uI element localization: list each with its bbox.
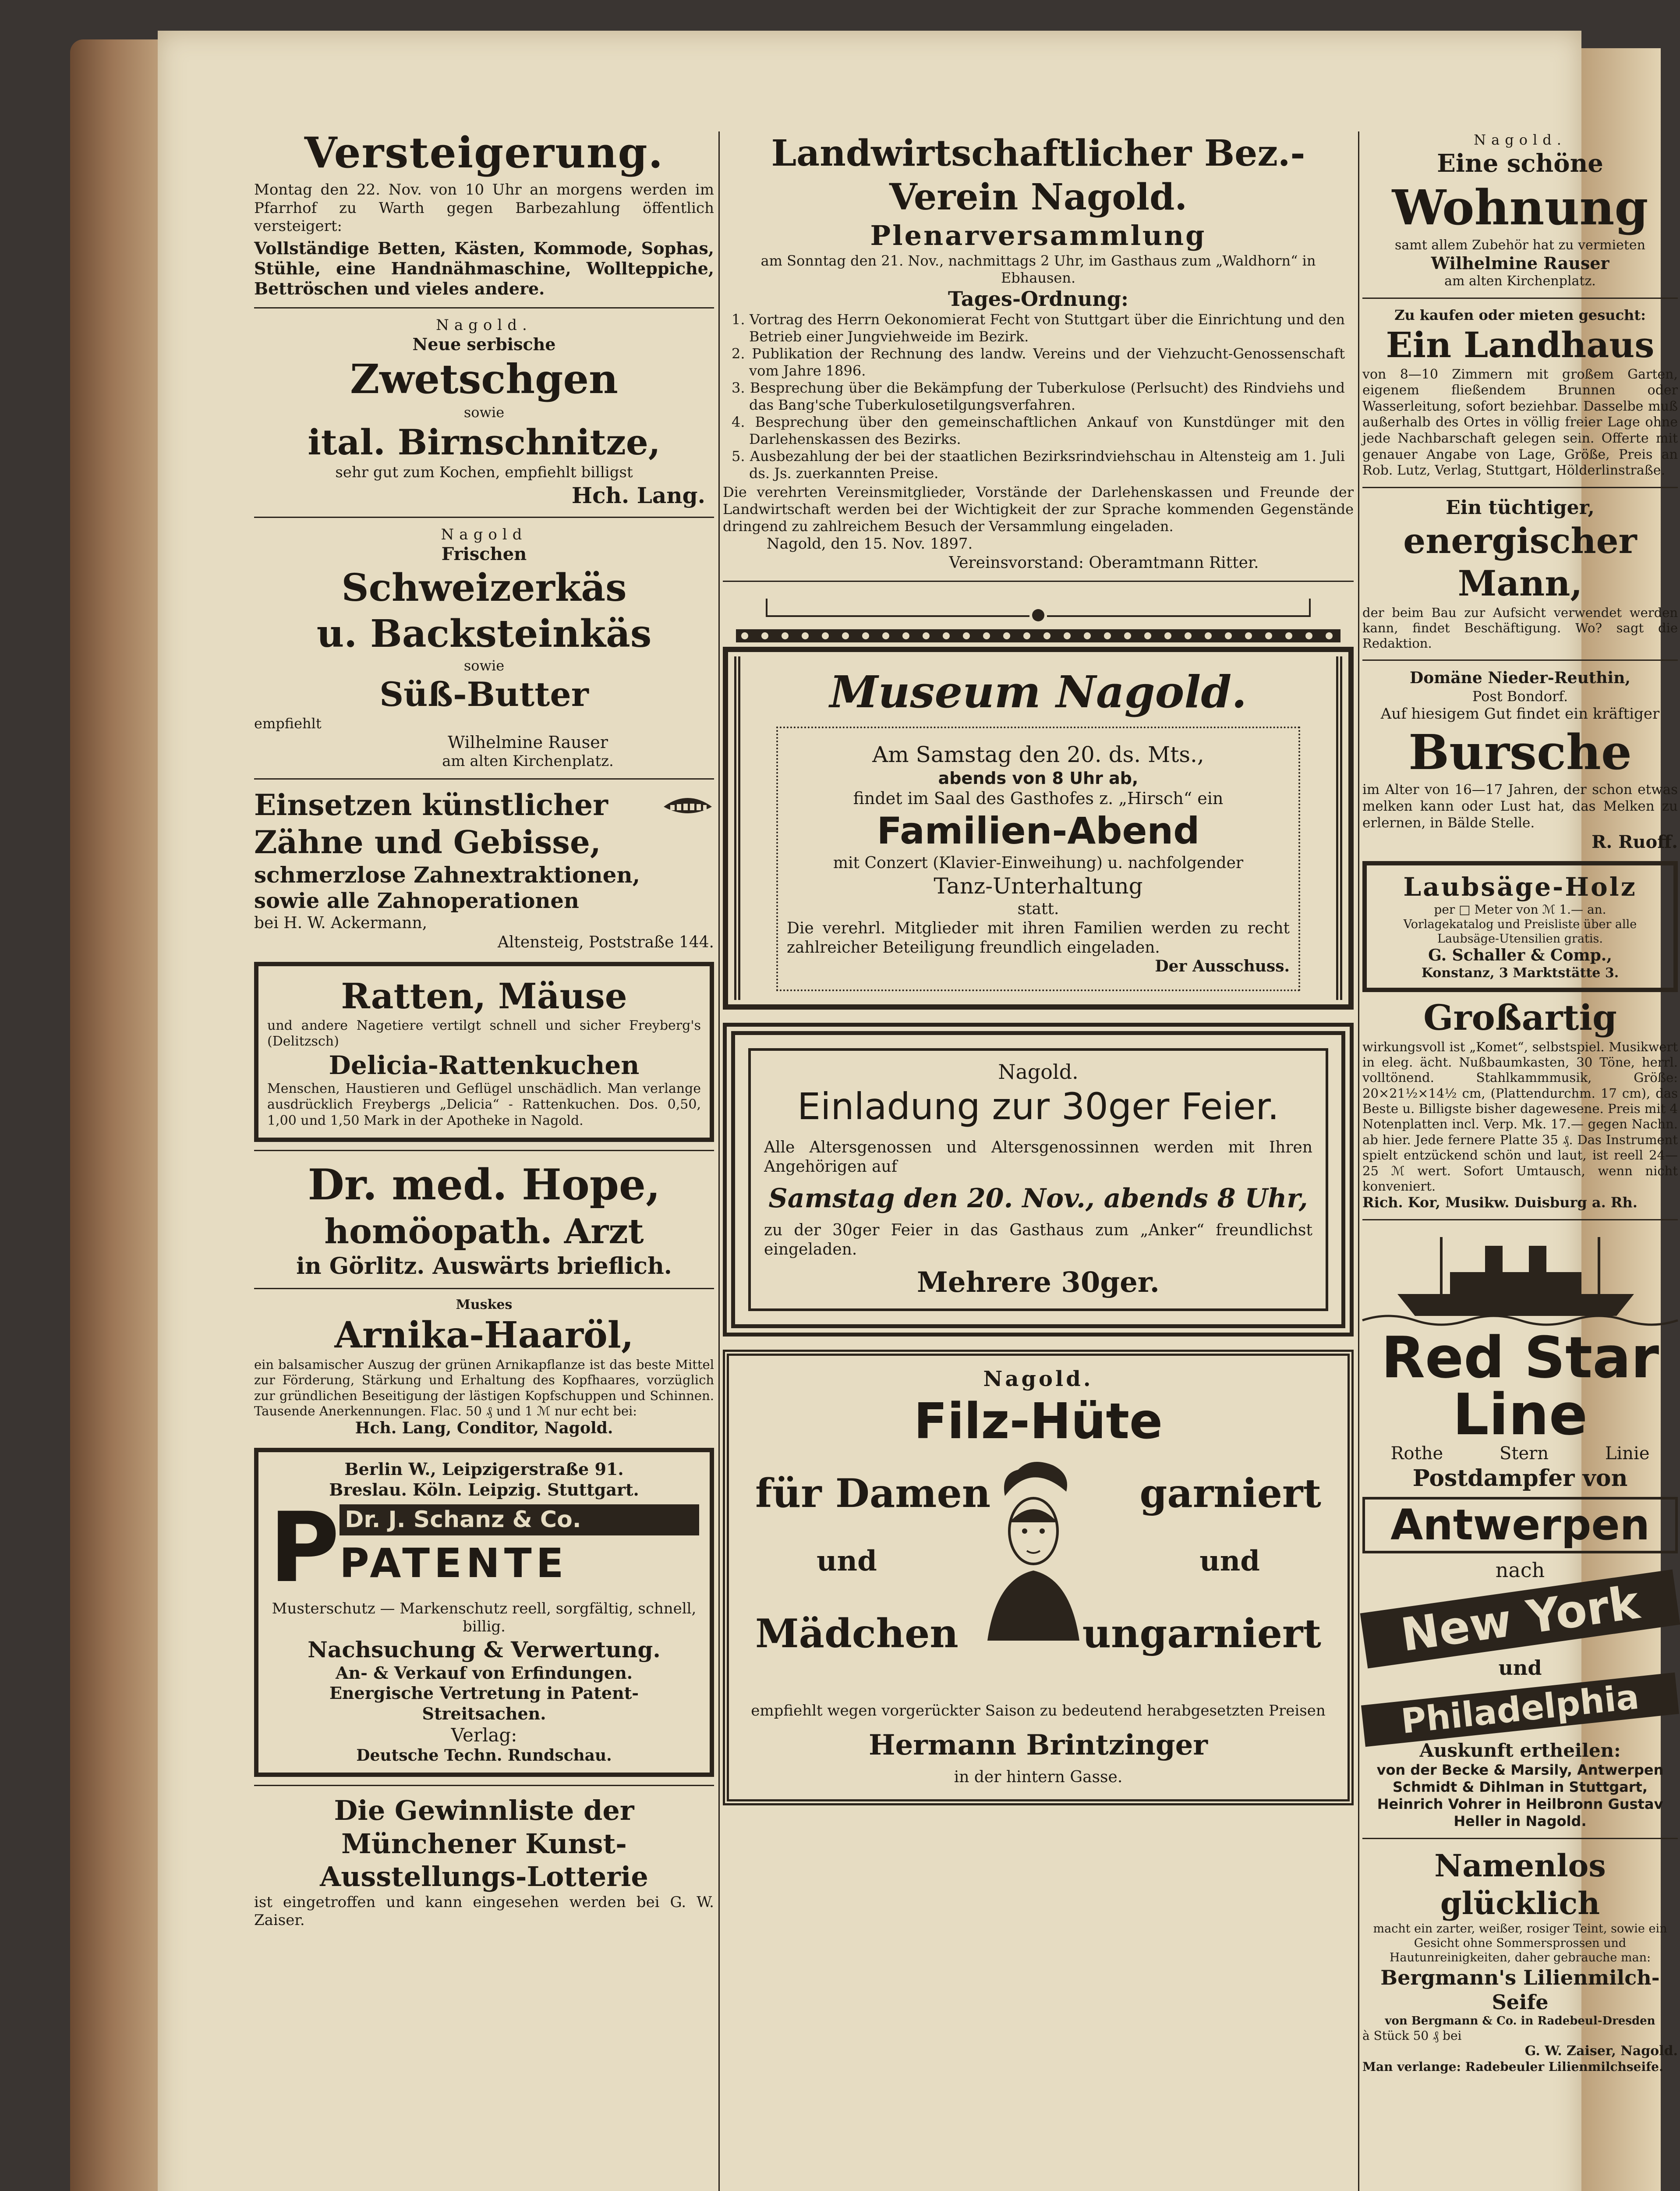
- zaehne-line4: sowie alle Zahnoperationen: [254, 888, 579, 913]
- kaese-title1: Schweizerkäs: [341, 566, 627, 610]
- landwirt-sign: Vereinsvorstand: Oberamtmann Ritter.: [949, 553, 1259, 572]
- divider: [1362, 1838, 1678, 1839]
- einladung-body: Alle Altersgenossen und Altersgenossinnen werden mit Ihren Angehörigen auf: [764, 1138, 1312, 1176]
- kaese-title2: u. Backsteinkäs: [316, 611, 652, 656]
- gewinnliste-body: ist eingetroffen und kann eingesehen werden bei G. W. Zaiser.: [254, 1893, 714, 1929]
- zwetschgen-body: sehr gut zum Kochen, empfiehlt billigst: [335, 464, 633, 482]
- wohnung-place: Nagold.: [1474, 131, 1567, 148]
- landwirt-agenda-title: Tages-Ordnung:: [948, 287, 1128, 311]
- arnika-line1: Muskes: [456, 1297, 513, 1313]
- redstar-body: von der Becke & Marsily, Antwerpen Schmidt & Dihlman in Stuttgart, Heinrich Vohrer in Heilbronn Gustav Heller in Nagold.: [1376, 1762, 1664, 1830]
- mann-line1: Ein tüchtiger,: [1446, 496, 1595, 519]
- grossartig-body: wirkungsvoll ist „Komet“, selbstspiel. Musikwert in eleg. ächt. Nußbaumkasten, 30 Töne, herrl. volltönend. Stahlkammmusik, Größe: 20×21½×14½ cm, (Plattendurchm. 17 cm), das Beste u. Billigste bisher dagewesene. Preis mit 4 Notenplatten incl. Verp. Mk. 17.— gegen Nachn. ab hier. Jede fernere Platte 35 ₰. Das Instrument spielt entzückend schön und laut, ist reell 24—25 ℳ wert. Sofort Umtausch, wenn nicht konveniert.: [1362, 1039, 1678, 1194]
- zwetschgen-title: Zwetschgen: [350, 355, 618, 403]
- redstar-sub3: Linie: [1605, 1443, 1650, 1464]
- laubsaege-l1: per □ Meter von ℳ 1.— an.: [1434, 902, 1606, 917]
- divider: [1362, 659, 1678, 661]
- zwetschgen-sowie: sowie: [463, 404, 505, 421]
- lilien-sign: G. W. Zaiser, Nagold.: [1524, 2043, 1678, 2059]
- divider: [254, 1785, 714, 1786]
- kaese-empfiehlt: empfiehlt: [254, 715, 322, 732]
- grossartig-title: Großartig: [1423, 996, 1617, 1038]
- arnika-body: ein balsamischer Auszug der grünen Arnikapflanze ist das beste Mittel zur Förderung, Stärkung und Erhaltung des Kopfhaares, vorzüglich zur gründlichen Beseitigung der lästigen Kopfschuppen und Schinnen. Tausende Anerkennungen. Flac. 50 ₰ und 1 ℳ nur echt bei:: [254, 1357, 714, 1418]
- kaese-title3: Süß-Butter: [379, 674, 589, 714]
- bursche-title: Bursche: [1408, 724, 1632, 781]
- landwirt-title: Landwirtschaftlicher Bez.-Verein Nagold.: [771, 132, 1305, 219]
- patente-ad: [254, 1448, 714, 1777]
- redstar-post: Postdampfer von: [1412, 1465, 1628, 1492]
- ratten-ad: [254, 962, 714, 1142]
- patente-initial-p: P: [269, 1491, 340, 1604]
- agenda-item: 4. Besprechung über den gemeinschaftlichen Ankauf von Kunstdünger mit den Darlehenskassen des Bezirks.: [732, 414, 1345, 448]
- bursche-body: im Alter von 16—17 Jahren, der schon etwas melken kann oder Lust hat, das Melken zu erlernen, in Bälde Stelle.: [1362, 782, 1678, 831]
- einladung-sign: Mehrere 30ger.: [917, 1266, 1160, 1299]
- zwetschgen-sign: Hch. Lang.: [571, 482, 705, 508]
- left-column: [254, 127, 714, 1930]
- agenda-item: 5. Ausbezahlung der bei der staatlichen Bezirksrindviehschau in Altensteig am 1. Juli ds. Js. zuerkannten Preise.: [732, 448, 1345, 482]
- redstar-subtitle: [1362, 1443, 1678, 1464]
- zaehne-line2: Zähne und Gebisse,: [254, 823, 601, 861]
- landwirt-agenda: [723, 311, 1354, 482]
- kaese-place: Nagold: [441, 525, 527, 543]
- bursche-line2: Post Bondorf.: [1472, 688, 1568, 705]
- patente-right: [340, 1504, 699, 1588]
- ratten-body2: Menschen, Haustieren und Geflügel unschädlich. Man verlange ausdrücklich Freybergs „Delicia“ - Rattenkuchen. Dos. 0,50, 1,00 und 1,50 Mark in der Apotheke in Nagold.: [267, 1081, 701, 1128]
- filzhuete-title: Filz-Hüte: [914, 1393, 1163, 1450]
- filzhuete-place: Nagold.: [983, 1366, 1093, 1391]
- zaehne-line1: Einsetzen künstlicher: [254, 788, 608, 823]
- hope-line2: homöopath. Arzt: [324, 1211, 644, 1251]
- patente-body4: Energische Vertretung in Patent-Streitsachen.: [329, 1683, 639, 1723]
- redstar-title: Red Star Line: [1381, 1324, 1659, 1448]
- patente-header: [269, 1491, 699, 1604]
- wohnung-title: Wohnung: [1392, 179, 1648, 236]
- column-rule-left: [718, 131, 720, 2191]
- kaese-sign2: am alten Kirchenplatz.: [442, 752, 614, 770]
- laubsaege-firm: G. Schaller & Comp.,: [1428, 946, 1612, 965]
- kaese-sowie: sowie: [463, 657, 505, 674]
- divider: [254, 307, 714, 308]
- divider: [1362, 298, 1678, 299]
- einladung-place: Nagold.: [998, 1060, 1079, 1084]
- right-column: [1362, 131, 1678, 2074]
- laubsaege-title: Laubsäge-Holz: [1403, 872, 1637, 902]
- ratten-body1: und andere Nagetiere vertilgt schnell und sicher Freyberg's (Delitzsch): [267, 1018, 701, 1049]
- landhaus-body: von 8—10 Zimmern mit großem Garten, eigenem fließendem Brunnen oder Wasserleitung, sofort beziehbar. Dasselbe muß außerhalb des Ortes in völlig freier Lage ohne jede Nachbarschaft gelegen sein. Offerte mit genauer Angabe von Lage, Größe, Preis an Rob. Lutz, Verlag, Stuttgart, Hölderlinstraße.: [1362, 366, 1678, 479]
- zaehne-line1-wrap: [254, 787, 714, 823]
- museum-l7: Die verehrl. Mitglieder mit ihren Familien werden zu recht zahlreicher Beteiligung freundlich eingeladen.: [787, 919, 1290, 957]
- museum-l3: findet im Saal des Gasthofes z. „Hirsch“ ein: [853, 789, 1224, 808]
- lilien-body: macht ein zarter, weißer, rosiger Teint, sowie ein Gesicht ohne Sommersprossen und Hautunreinigkeiten, daher gebrauche man:: [1373, 1922, 1667, 1964]
- museum-sign: Der Ausschuss.: [1155, 957, 1290, 976]
- steamship-illustration: [1362, 1228, 1678, 1329]
- laubsaege-ad: [1362, 861, 1678, 992]
- filzhuete-left3: Mädchen: [755, 1610, 958, 1657]
- patente-firm: Dr. J. Schanz & Co.: [340, 1504, 699, 1535]
- landhaus-title: Ein Landhaus: [1386, 324, 1655, 366]
- patente-big: PATENTE: [340, 1540, 568, 1587]
- museum-big: Familien-Abend: [877, 809, 1200, 853]
- divider: [1362, 487, 1678, 488]
- bursche-line1: Domäne Nieder-Reuthin,: [1410, 668, 1630, 687]
- filzhuete-left2: und: [817, 1544, 877, 1578]
- landwirt-when: am Sonntag den 21. Nov., nachmittags 2 Uhr, im Gasthaus zum „Waldhorn“ in Ebhausen.: [760, 252, 1316, 286]
- divider: [1362, 1219, 1678, 1220]
- zaehne-line6: Altensteig, Poststraße 144.: [497, 933, 714, 952]
- wohnung-sign1: Wilhelmine Rauser: [1431, 253, 1609, 273]
- ratten-title: Ratten, Mäuse: [341, 975, 627, 1017]
- arnika-title: Arnika-Haaröl,: [334, 1314, 634, 1356]
- museum-l2: abends von 8 Uhr ab,: [938, 768, 1139, 788]
- redstar-antwerpen: Antwerpen: [1362, 1497, 1678, 1553]
- museum-ad: [723, 647, 1354, 1010]
- patente-body1: Musterschutz — Markenschutz reell, sorgfältig, schnell, billig.: [272, 1599, 697, 1636]
- column-rule-right: [1358, 131, 1359, 2191]
- landwirt-body: Die verehrten Vereinsmitglieder, Vorstände der Darlehenskassen und Freunde der Landwirtschaft werden bei der Wichtigkeit der zur Sprache kommenden Gegenstände dringend zu zahlreichem Besuch der Versammlung eingeladen.: [723, 484, 1354, 535]
- zaehne-line5: bei H. W. Ackermann,: [254, 914, 428, 932]
- birnschnitze-title: ital. Birnschnitze,: [308, 421, 661, 463]
- einladung-title: Einladung zur 30ger Feier.: [797, 1085, 1279, 1128]
- patente-body3: An- & Verkauf von Erfindungen.: [336, 1663, 633, 1683]
- filzhuete-addr: in der hintern Gasse.: [954, 1768, 1123, 1786]
- mann-body: der beim Bau zur Aufsicht verwendet werden kann, findet Beschäftigung. Wo? sagt die Redaktion.: [1362, 605, 1678, 651]
- lilien-body2: à Stück 50 ₰ bei: [1362, 2028, 1462, 2043]
- wohnung-body: samt allem Zubehör hat zu vermieten: [1395, 237, 1645, 253]
- filzhuete-left1: für Damen: [755, 1470, 991, 1517]
- patente-verlag2: Deutsche Techn. Rundschau.: [356, 1746, 612, 1765]
- redstar-und: und: [1498, 1656, 1542, 1680]
- grossartig-sign: Rich. Kor, Musikw. Duisburg a. Rh.: [1362, 1194, 1638, 1211]
- agenda-item: 3. Besprechung über die Bekämpfung der Tuberkulose (Perlsucht) des Rindviehs und das Bang'sche Tuberkulosetilgungsverfahren.: [732, 379, 1345, 414]
- kaese-sign1: Wilhelmine Rauser: [448, 732, 608, 752]
- hope-line3: in Görlitz. Auswärts brieflich.: [296, 1252, 672, 1280]
- gewinnliste-title: Die Gewinnliste der Münchener Kunst-Ausstellungs-Lotterie: [320, 1794, 648, 1893]
- dentures-icon: [661, 792, 714, 819]
- museum-inner: [776, 727, 1300, 992]
- versteigerung-items: Vollständige Betten, Kästen, Kommode, Sophas, Stühle, eine Handnähmaschine, Wollteppiche, Bettröschen und vieles andere.: [254, 238, 714, 299]
- landwirt-sub: Plenarversammlung: [870, 220, 1206, 252]
- filzhuete-right1: garniert: [1139, 1470, 1321, 1517]
- bursche-sign: R. Ruoff.: [1592, 831, 1678, 852]
- ratten-title2: Delicia-Rattenkuchen: [329, 1050, 640, 1080]
- zaehne-line3: schmerzlose Zahnextraktionen,: [254, 862, 640, 888]
- versteigerung-title: Versteigerung.: [304, 128, 664, 177]
- patente-line1: Berlin W., Leipzigerstraße 91.: [344, 1459, 624, 1479]
- redstar-philadelphia: Philadelphia: [1361, 1672, 1679, 1747]
- einladung-inner: [748, 1048, 1328, 1311]
- redstar-sub2: Stern: [1500, 1443, 1549, 1464]
- wohnung-sign2: am alten Kirchenplatz.: [1444, 273, 1596, 289]
- redstar-sub1: Rothe: [1390, 1443, 1443, 1464]
- museum-l1: Am Samstag den 20. ds. Mts.,: [872, 741, 1204, 767]
- vine-border-left: [734, 656, 767, 1000]
- bursche-line3: Auf hiesigem Gut findet ein kräftiger: [1380, 705, 1660, 723]
- lilien-firm: Bergmann's Lilienmilch-Seife: [1380, 1965, 1660, 2014]
- vine-border-right: [1310, 656, 1342, 1000]
- laubsaege-l2: Vorlagekatalog und Preisliste über alle Laubsäge-Utensilien gratis.: [1403, 917, 1637, 946]
- lilien-title: Namenlos glücklich: [1434, 1847, 1606, 1922]
- agenda-item: 2. Publikation der Rechnung des landw. Vereins und der Viehzucht-Genossenschaft vom Jahre 1896.: [732, 345, 1345, 379]
- zwetschgen-place: Nagold.: [436, 316, 532, 334]
- divider: [254, 517, 714, 518]
- middle-column: [723, 131, 1354, 1805]
- museum-title: Museum Nagold.: [829, 666, 1247, 718]
- woman-hat-illustration: [979, 1457, 1084, 1641]
- newspaper-sheet: [158, 31, 1678, 2191]
- patente-body2: Nachsuchung & Verwertung.: [308, 1636, 661, 1663]
- ornament-bar: [723, 590, 1354, 647]
- lilien-note: Man verlange: Radebeuler Lilienmilchseife.: [1362, 2059, 1663, 2074]
- museum-l5: Tanz-Unterhaltung: [934, 873, 1143, 899]
- filzhuete-right3: ungarniert: [1082, 1610, 1321, 1657]
- divider: [254, 778, 714, 780]
- landwirt-date: Nagold, den 15. Nov. 1897.: [767, 535, 973, 553]
- versteigerung-body: Montag den 22. Nov. von 10 Uhr an morgens werden im Pfarrhof zu Warth gegen Barbezahlung öffentlich versteigert:: [254, 181, 714, 235]
- patente-verlag: Verlag:: [451, 1724, 517, 1746]
- filzhuete-right2: und: [1199, 1544, 1260, 1578]
- divider: [723, 581, 1354, 582]
- patente-line2: Breslau. Köln. Leipzig. Stuttgart.: [329, 1479, 639, 1500]
- einladung-ad: [723, 1023, 1354, 1336]
- kaese-line1: Frischen: [441, 544, 527, 565]
- wohnung-line1: Eine schöne: [1437, 149, 1603, 178]
- divider: [254, 1150, 714, 1151]
- hope-title: Dr. med. Hope,: [308, 1160, 661, 1210]
- divider: [254, 1288, 714, 1289]
- museum-l6: statt.: [1017, 900, 1059, 918]
- mann-title: energischer Mann,: [1403, 520, 1637, 604]
- redstar-auskunft: Auskunft ertheilen:: [1419, 1739, 1621, 1761]
- arnika-sign: Hch. Lang, Conditor, Nagold.: [355, 1419, 613, 1438]
- filzhuete-firm: Hermann Brintzinger: [868, 1728, 1208, 1762]
- redstar-newyork: New York: [1360, 1569, 1680, 1668]
- filzhuete-body: empfiehlt wegen vorgerückter Saison zu bedeutend herabgesetzten Preisen: [751, 1702, 1326, 1719]
- lilien-firm2: von Bergmann & Co. in Radebeul-Dresden: [1385, 2014, 1655, 2028]
- laubsaege-addr: Konstanz, 3 Marktstätte 3.: [1421, 965, 1619, 981]
- museum-l4: mit Conzert (Klavier-Einweihung) u. nachfolgender: [833, 854, 1244, 872]
- einladung-body2: zu der 30ger Feier in das Gasthaus zum „Anker“ freundlichst eingeladen.: [764, 1221, 1312, 1259]
- landhaus-line1: Zu kaufen oder mieten gesucht:: [1394, 307, 1646, 324]
- redstar-nach: nach: [1495, 1558, 1545, 1582]
- zwetschgen-line1: Neue serbische: [412, 334, 556, 355]
- einladung-date: Samstag den 20. Nov., abends 8 Uhr,: [768, 1183, 1308, 1214]
- agenda-item: 1. Vortrag des Herrn Oekonomierat Fecht von Stuttgart über die Einrichtung und den Betrieb einer Jungviehweide im Bezirk.: [732, 311, 1345, 345]
- filzhuete-ad: [723, 1350, 1354, 1805]
